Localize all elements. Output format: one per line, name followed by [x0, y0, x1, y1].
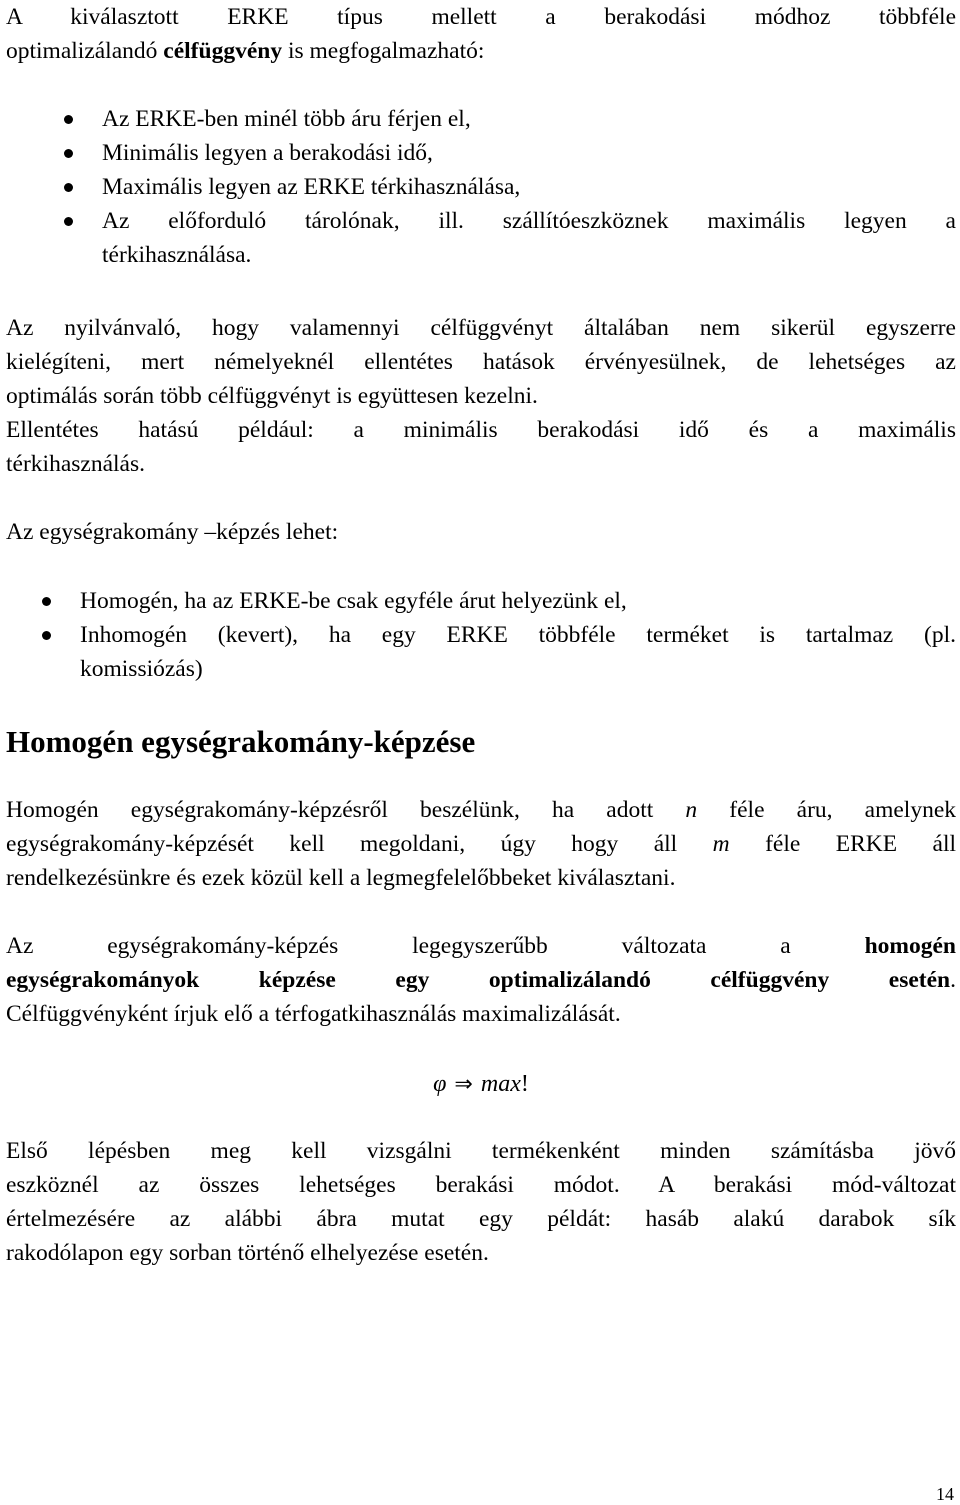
bullet-icon [42, 631, 51, 640]
bullet-icon [64, 115, 73, 124]
list-item-text: Az előforduló tárolónak, ill. szállítóeszköznek maximális legyen a [102, 208, 956, 234]
text-run: féle áru, amelynek [697, 797, 956, 823]
text-line: Ellentétes hatású például: a minimális berakodási idő és a maximális [6, 417, 956, 443]
intro-text: is megfogalmazható: [282, 38, 485, 64]
conflict-paragraph [6, 311, 956, 481]
intro-line-2 [6, 34, 956, 68]
types-intro: Az egységrakomány –képzés lehet: [6, 519, 339, 545]
text-line: Az nyilvánvaló, hogy valamennyi célfüggvényt általában nem sikerül egyszerre [6, 315, 956, 341]
list-item-text: Inhomogén (kevert), ha egy ERKE többféle terméket is tartalmaz (pl. [80, 622, 956, 648]
first-step-paragraph [6, 1134, 956, 1270]
bold-term: egységrakományok képzése egy optimalizálandó célfüggvény esetén [6, 967, 951, 993]
formula-bang: ! [520, 1071, 529, 1097]
bold-term: homogén [864, 933, 956, 959]
bullet-icon [42, 597, 51, 606]
document-page [6, 0, 956, 1505]
text-line: rendelkezésünkre és ezek közül kell a legmegfelelőbbeket kiválasztani. [6, 865, 676, 891]
text-run: Homogén egységrakomány-képzésről beszélünk, ha adott [6, 797, 686, 823]
bullet-icon [64, 217, 73, 226]
list-item [6, 584, 956, 618]
implies-arrow-icon: ⇒ [454, 1072, 473, 1097]
formula-max: max [480, 1071, 521, 1097]
homogeneous-paragraph [6, 793, 956, 895]
text-run: egységrakomány-képzését kell megoldani, úgy hogy áll [6, 831, 713, 857]
text-line [6, 827, 956, 861]
bullet-icon [64, 149, 73, 158]
list-item-text: Homogén, ha az ERKE-be csak egyféle árut helyezünk el, [80, 588, 627, 614]
intro-bold-term: célfüggvény [163, 38, 283, 64]
objectives-list [6, 102, 956, 272]
list-item-text: Minimális legyen a berakodási idő, [102, 140, 433, 166]
text-line: eszköznél az összes lehetséges berakási módot. A berakási mód-változat [6, 1172, 956, 1198]
list-item [6, 618, 956, 686]
text-line: térkihasználás. [6, 451, 145, 477]
types-list [6, 584, 956, 686]
intro-paragraph [6, 0, 956, 68]
list-item [6, 204, 956, 272]
intro-line-1: A kiválasztott ERKE típus mellett a berakodási módhoz többféle [6, 4, 956, 30]
text-run: féle ERKE áll [729, 831, 957, 857]
text-run: . [950, 967, 956, 993]
bullet-icon [64, 183, 73, 192]
text-line: értelmezésére az alábbi ábra mutat egy példát: hasáb alakú darabok sík [6, 1206, 956, 1232]
section-heading: Homogén egységrakomány-képzése [6, 724, 476, 759]
text-run: Az egységrakomány-képzés legegyszerűbb változata a [6, 933, 865, 959]
text-line [6, 963, 956, 997]
text-line: kielégíteni, mert némelyeknél ellentétes hatások érvényesülnek, de lehetséges az [6, 349, 956, 375]
list-item [6, 102, 956, 136]
text-line [6, 929, 956, 963]
text-line: rakodólapon egy sorban történő elhelyezése esetén. [6, 1240, 489, 1266]
variable-m: m [712, 831, 730, 857]
simplest-variant-paragraph [6, 929, 956, 1031]
list-item-text-cont: komissiózás) [80, 656, 203, 682]
list-item-text: Maximális legyen az ERKE térkihasználása, [102, 174, 521, 200]
text-line: Célfüggvényként írjuk elő a térfogatkihasználás maximalizálását. [6, 1001, 621, 1027]
text-line: optimálás során több célfüggvényt is együttesen kezelni. [6, 383, 538, 409]
list-item-text-cont: térkihasználása. [102, 242, 252, 268]
variable-n: n [685, 797, 698, 823]
objective-formula [6, 1067, 956, 1102]
page-number: 14 [936, 1484, 954, 1504]
intro-text: optimalizálandó [6, 38, 164, 64]
list-item [6, 170, 956, 204]
text-line [6, 793, 956, 827]
text-line: Első lépésben meg kell vizsgálni termékenként minden számításba jövő [6, 1138, 956, 1164]
list-item [6, 136, 956, 170]
phi-symbol: φ [433, 1071, 447, 1097]
list-item-text: Az ERKE-ben minél több áru férjen el, [102, 106, 471, 132]
